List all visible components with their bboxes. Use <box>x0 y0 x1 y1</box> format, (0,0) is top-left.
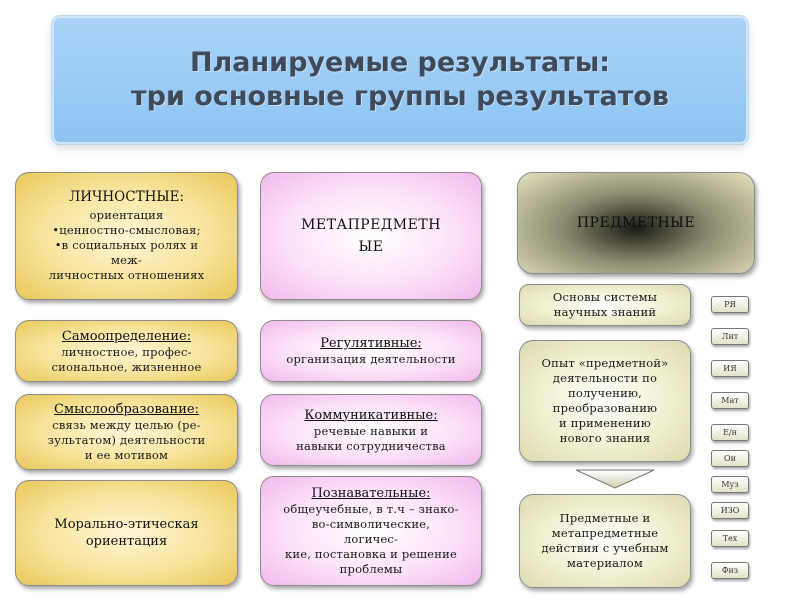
subject-header: ПРЕДМЕТНЫЕ <box>576 214 696 231</box>
personal-line: меж- <box>110 253 142 267</box>
meta-header-line: ЫЕ <box>358 239 384 255</box>
moral-ethical-line: ориентация <box>85 534 168 549</box>
cognitive-line: во-символические, <box>311 517 431 531</box>
cognitive-line: логичес- <box>343 532 399 546</box>
meaning-formation-box <box>15 394 238 470</box>
meaning-formation-line: связь между целью (ре- <box>52 418 201 432</box>
personal-header: ЛИЧНОСТНЫЕ: <box>68 189 185 205</box>
subject-actions-box <box>519 494 691 588</box>
self-determination-line: сиональное, жизненное <box>51 359 202 374</box>
science-basics-box <box>519 284 691 326</box>
title-line-1: Планируемые результаты: <box>189 47 611 78</box>
subject-tag: Мат <box>711 392 749 409</box>
regulative-line: организация деятельности <box>286 352 456 366</box>
regulative-title: Регулятивные: <box>320 336 422 351</box>
meaning-formation-title: Смыслообразование: <box>54 402 199 417</box>
subject-tag: ИЗО <box>711 502 749 519</box>
personal-line: личностных отношениях <box>48 268 205 282</box>
subject-experience-line: деятельности по <box>552 371 658 385</box>
personal-line: •ценностно-смысловая; <box>52 223 201 237</box>
subject-experience-line: нового знания <box>559 431 651 445</box>
communicative-line: навыки сотрудничества <box>296 438 446 453</box>
communicative-box <box>260 394 482 466</box>
subject-tag: Лит <box>711 328 749 345</box>
subject-tag: РЯ <box>711 296 749 313</box>
subject-tag: Тех <box>711 530 749 547</box>
regulative-box <box>260 320 482 382</box>
science-basics-line: Основы системы <box>552 290 658 304</box>
meaning-formation-line: зультатом) деятельности <box>47 433 206 447</box>
subject-actions-line: метапредметные <box>551 526 659 540</box>
subject-results-box <box>517 172 755 274</box>
title-line-2: три основные группы результатов <box>130 81 669 112</box>
science-basics-line: научных знаний <box>553 305 657 319</box>
subject-experience-line: преобразованию <box>552 401 658 415</box>
subject-actions-line: материалом <box>566 556 644 570</box>
cognitive-line: общеучебные, в т.ч – знако- <box>283 502 459 516</box>
subject-actions-line: действия с учебным <box>541 541 669 555</box>
cognitive-line: кие, постановка и решение <box>284 547 458 561</box>
moral-ethical-box <box>15 480 238 586</box>
subject-tag: Е/н <box>711 424 749 441</box>
cognitive-box <box>260 476 482 586</box>
subject-tag: Ои <box>711 450 749 467</box>
subject-experience-line: и применению <box>559 416 651 430</box>
subject-experience-box <box>519 340 691 462</box>
meaning-formation-line: и ее мотивом <box>84 448 169 462</box>
subject-experience-line: получению, <box>567 386 643 400</box>
subject-tag: Физ <box>711 562 749 579</box>
cognitive-line: проблемы <box>339 562 403 576</box>
title-banner <box>52 16 748 144</box>
self-determination-line: личностное, профес- <box>61 344 192 359</box>
subject-tag: ИЯ <box>711 360 749 377</box>
moral-ethical-line: Морально-этическая <box>54 517 199 532</box>
subject-actions-line: Предметные и <box>559 511 651 525</box>
personal-line: ориентация <box>89 208 164 222</box>
meta-header-line: МЕТАПРЕДМЕТН <box>301 217 441 233</box>
self-determination-box <box>15 320 238 382</box>
subject-tag: Муз <box>711 476 749 493</box>
communicative-line: речевые навыки и <box>313 423 429 438</box>
subject-experience-line: Опыт «предметной» <box>541 356 669 370</box>
meta-subject-box <box>260 172 482 300</box>
cognitive-title: Познавательные: <box>311 486 431 501</box>
self-determination-title: Самоопределение: <box>61 328 192 344</box>
down-arrow-icon <box>572 468 658 490</box>
personal-results-box <box>15 172 238 300</box>
communicative-title: Коммуникативные: <box>304 407 438 423</box>
personal-line: •в социальных ролях и <box>54 238 199 252</box>
